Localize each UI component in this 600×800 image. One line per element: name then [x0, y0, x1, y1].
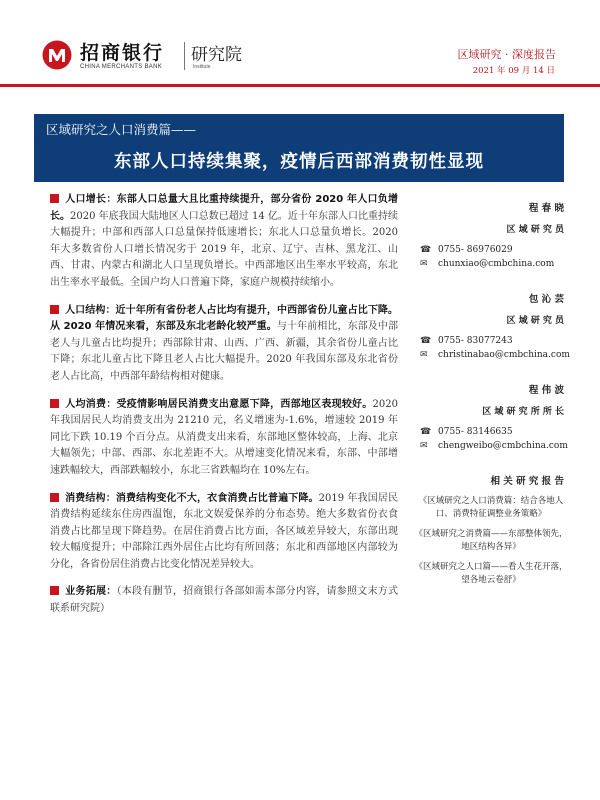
report-type: 区域研究 · 深度报告: [457, 48, 556, 61]
email-icon: ✉: [420, 259, 428, 269]
title-banner: [34, 114, 564, 182]
paragraph-lead: 人口增长：东部人口总量大且比重持续提升，部分省份 2020 年人口负增长。: [50, 194, 398, 222]
analyst-card: [420, 291, 570, 362]
paragraph-population-growth: [50, 192, 398, 292]
report-header: [0, 0, 600, 90]
analyst-email[interactable]: [420, 257, 570, 271]
paragraph-body: 2020 年我国居民人均消费支出为 21210 元，名义增速为-1.6%，增速较 2019 年同比下跌 10.19 个百分点。从消费支出来看，东部地区整体较高，上海、北京大幅领先；中部、西部、东北差距不大。从增速变化情况来看，东部、中部增速跌幅较大，西部跌幅较小，东北三省跌幅均在 10%左右。: [50, 398, 398, 476]
summary-column: [50, 192, 398, 629]
analyst-role: 区 域 研 究 员: [506, 316, 564, 326]
paragraph-body: 2019 年我国居民消费结构延续东住房西温饱，东北文娱爱保养的分布态势。绝大多数省份衣食消费占比都呈现下降趋势。在居住消费占比方面，各区域差异较大，东部出现较大幅度提升；中部除江西外居住占比均有所回落；东北和西部地区内部较为分化，各省份居住消费占比变化情况差异较大。: [50, 492, 398, 570]
analyst-email[interactable]: [420, 348, 570, 362]
institute-name-en: Institute: [193, 64, 211, 70]
report-date: 2021 年 09 月 14 日: [472, 66, 555, 76]
related-report-link[interactable]: 《区域研究之消费篇——东部整体领先，地区结构各异》: [414, 529, 568, 552]
paragraph-body: 与十年前相比，东部及中部老人与儿童占比均提升；西部除甘肃、山西、广西、新疆，其余省份儿童占比下降；东北儿童占比下降且老人占比大幅提升。2020 年我国东部及东北省份老人占比高，中西部年龄结构相对健康。: [50, 321, 399, 382]
series-title: 区域研究之人口消费篇——: [46, 122, 197, 137]
bullet-square-icon: [50, 194, 59, 203]
phone-number: 0755- 86976029: [438, 245, 513, 255]
analyst-card: [420, 382, 570, 453]
analyst-role: 区 域 研 究 所 所 长: [482, 407, 564, 417]
analyst-card: [420, 200, 570, 271]
analyst-phone: [420, 334, 570, 348]
analyst-name: 程 伟 波: [528, 385, 564, 396]
paragraph-lead: 人均消费：受疫情影响居民消费支出意愿下降，西部地区表现较好。: [65, 398, 373, 410]
paragraph-lead: 人口结构：近十年所有省份老人占比均有提升，中西部省份儿童占比下降。从 2020 年情况来看，东部及东北老龄化较严重。: [50, 304, 398, 333]
paragraph-population-structure: [50, 303, 398, 386]
paragraph-consumption-structure: [50, 491, 398, 574]
analyst-name: 包 沁 芸: [528, 294, 564, 305]
phone-icon: ☎: [420, 336, 432, 346]
logo-divider: [184, 42, 185, 70]
paragraph-body: 2020 年底我国大陆地区人口总数已超过 14 亿。近十年东部人口比重持续大幅提升；中部和西部人口总量保持低速增长；东北人口总量负增长。2020 年大多数省份人口增长情况劣于 2019 年，北京、辽宁、吉林、黑龙江、山西、甘肃、内蒙古和湖北人口呈现负增长。中西部地区出生率水平较高，东北出生率水平最低。全国户均人口普遍下降，家庭户规模持续缩小。: [50, 210, 399, 288]
institute-name: 研究院: [191, 45, 242, 65]
analyst-sidebar: [414, 200, 570, 594]
bullet-square-icon: [50, 399, 59, 408]
phone-icon: ☎: [420, 427, 432, 437]
email-icon: ✉: [420, 350, 428, 360]
related-report-link[interactable]: 《区域研究之人口消费篇：结合各地人口、消费特征调整业务策略》: [418, 496, 564, 519]
analyst-phone: [420, 243, 570, 257]
report-title: 东部人口持续集聚，疫情后西部消费韧性显现: [114, 152, 484, 172]
email-address[interactable]: christinabao@cmbchina.com: [438, 350, 570, 360]
analyst-email[interactable]: [420, 439, 570, 453]
cmb-logo-icon: [42, 40, 72, 70]
bank-name: 招商银行: [80, 42, 165, 64]
paragraph-body: （本段有删节，招商银行各部如需本部分内容，请参照文末方式联系研究院）: [50, 586, 399, 615]
email-icon: ✉: [420, 441, 428, 451]
analyst-name: 程 春 晓: [528, 203, 564, 214]
paragraph-business-expansion: [50, 584, 398, 617]
phone-icon: ☎: [420, 245, 432, 255]
bullet-square-icon: [50, 305, 59, 314]
phone-number: 0755- 83146635: [438, 427, 513, 437]
related-report-link[interactable]: 《区域研究之人口篇——看人生花开落，望各地云卷舒》: [414, 562, 568, 585]
analyst-role: 区 域 研 究 员: [506, 225, 564, 235]
bullet-square-icon: [50, 493, 59, 502]
email-address[interactable]: chengweibo@cmbchina.com: [438, 441, 568, 451]
bank-name-en: CHINA MERCHANTS BANK: [80, 64, 163, 70]
paragraph-lead: 业务拓展：: [65, 586, 117, 598]
paragraph-per-capita-consumption: [50, 397, 398, 480]
email-address[interactable]: chunxiao@cmbchina.com: [438, 259, 555, 269]
phone-number: 0755- 83077243: [438, 336, 513, 346]
header-rule: [0, 84, 600, 87]
analyst-phone: [420, 425, 570, 439]
bullet-square-icon: [50, 586, 59, 595]
paragraph-lead: 消费结构：消费结构变化不大，衣食消费占比普遍下降。: [65, 492, 319, 504]
related-reports-title: 相 关 研 究 报 告: [490, 476, 564, 487]
